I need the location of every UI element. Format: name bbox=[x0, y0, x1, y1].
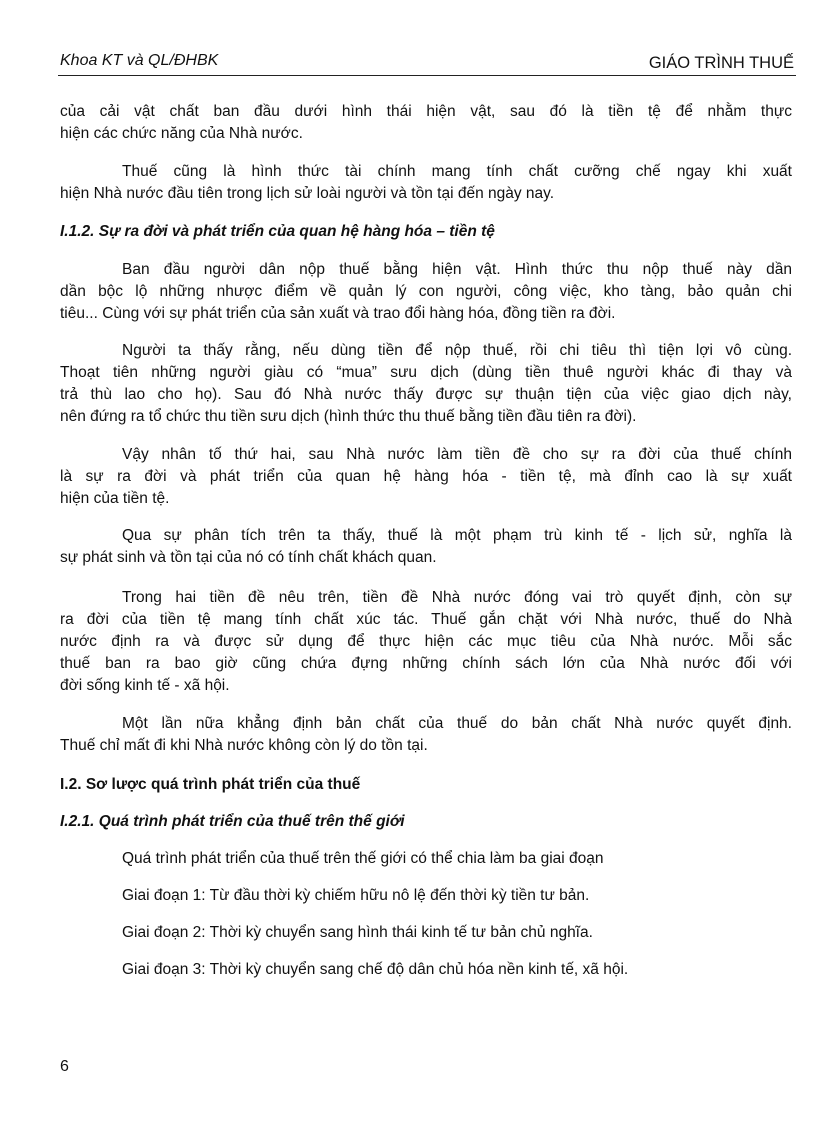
paragraph bbox=[60, 848, 792, 870]
text-line: Trong hai tiền đề nêu trên, tiền đề Nhà nước đóng vai trò quyết định, còn sự bbox=[122, 589, 792, 606]
text-line: là sự ra đời và phát triển của quan hệ hàng hóa - tiền tệ, mà đỉnh cao là sự xuất bbox=[60, 468, 792, 485]
text-line: nước định ra và được sử dụng để thực hiện các mục tiêu của Nhà nước. Mỗi sắc bbox=[60, 633, 792, 650]
text-line: Một lần nữa khẳng định bản chất của thuế do bản chất Nhà nước quyết định. bbox=[122, 715, 792, 732]
text-line: hiện của tiền tệ. bbox=[60, 490, 170, 507]
text-line: ra đời của tiền tệ mang tính chất xúc tác. Thuế gắn chặt với Nhà nước, thuế do Nhà bbox=[60, 611, 792, 628]
text-line: Giai đoạn 1: Từ đầu thời kỳ chiếm hữu nô lệ đến thời kỳ tiền tư bản. bbox=[122, 887, 590, 904]
paragraph bbox=[60, 259, 792, 325]
text-line: tiêu... Cùng với sự phát triển của sản xuất và trao đổi hàng hóa, đồng tiền ra đời. bbox=[60, 305, 616, 322]
text-line: Quá trình phát triển của thuế trên thế giới có thể chia làm ba giai đoạn bbox=[122, 850, 604, 867]
text-line: I.2.1. Quá trình phát triển của thuế trên thế giới bbox=[60, 813, 405, 830]
section-heading bbox=[60, 221, 792, 243]
text-line: Thuế cũng là hình thức tài chính mang tính chất cưỡng chế ngay khi xuất bbox=[122, 163, 792, 180]
paragraph bbox=[60, 161, 792, 205]
section-heading bbox=[60, 811, 792, 833]
text-line: Thuế chỉ mất đi khi Nhà nước không còn lý do tồn tại. bbox=[60, 737, 428, 754]
paragraph bbox=[60, 101, 792, 145]
text-line: dần bộc lộ những nhược điểm về quản lý con người, công việc, kho tàng, bảo quản chi bbox=[60, 283, 792, 300]
text-line: hiện các chức năng của Nhà nước. bbox=[60, 125, 303, 142]
section-heading bbox=[60, 774, 792, 796]
paragraph bbox=[60, 444, 792, 510]
text-line: Qua sự phân tích trên ta thấy, thuế là một phạm trù kinh tế - lịch sử, nghĩa là bbox=[122, 527, 792, 544]
paragraph bbox=[60, 959, 792, 981]
text-line: Người ta thấy rằng, nếu dùng tiền để nộp thuế, rồi chi tiêu thì tiện lợi vô cùng. bbox=[122, 342, 792, 359]
text-line: I.2. Sơ lược quá trình phát triển của thuế bbox=[60, 776, 361, 793]
text-line: đời sống kinh tế - xã hội. bbox=[60, 677, 230, 694]
header-rule bbox=[58, 75, 796, 76]
text-line: Vậy nhân tố thứ hai, sau Nhà nước làm tiền đề cho sự ra đời của thuế chính bbox=[122, 446, 792, 463]
text-line: hiện Nhà nước đầu tiên trong lịch sử loài người và tồn tại đến ngày nay. bbox=[60, 185, 555, 202]
text-line: Giai đoạn 3: Thời kỳ chuyển sang chế độ dân chủ hóa nền kinh tế, xã hội. bbox=[122, 961, 629, 978]
page-number: 6 bbox=[60, 1058, 69, 1075]
text-line: Giai đoạn 2: Thời kỳ chuyển sang hình thái kinh tế tư bản chủ nghĩa. bbox=[122, 924, 593, 941]
text-line: thuế ban ra bao giờ cũng chứa đựng những chính sách lớn của Nhà nước đối với bbox=[60, 655, 792, 672]
text-line: nên đứng ra tổ chức thu tiền sưu dịch (hình thức thu thuế bằng tiền đầu tiên ra đời). bbox=[60, 408, 637, 425]
text-line: của cải vật chất ban đầu dưới hình thái hiện vật, sau đó là tiền tệ để nhằm thực bbox=[60, 103, 792, 120]
text-line: Ban đầu người dân nộp thuế bằng hiện vật. Hình thức thu nộp thuế này dần bbox=[122, 261, 792, 278]
text-line: sự phát sinh và tồn tại của nó có tính chất khách quan. bbox=[60, 549, 437, 566]
text-line: Thoạt tiên những người giàu có “mua” sưu dịch (dùng tiền thuê người khác đi thay và bbox=[60, 364, 792, 381]
text-line: I.1.2. Sự ra đời và phát triển của quan hệ hàng hóa – tiền tệ bbox=[60, 223, 495, 240]
paragraph bbox=[60, 525, 792, 569]
text-line: trả thù lao cho họ). Sau đó Nhà nước thấy được sự thuận tiện của việc giao dịch này, bbox=[60, 386, 792, 403]
header-right: GIÁO TRÌNH THUẾ bbox=[648, 54, 794, 72]
paragraph bbox=[60, 885, 792, 907]
header-left: Khoa KT và QL/ĐHBK bbox=[60, 52, 219, 69]
paragraph bbox=[60, 340, 792, 428]
paragraph bbox=[60, 587, 792, 697]
paragraph bbox=[60, 713, 792, 757]
paragraph bbox=[60, 922, 792, 944]
